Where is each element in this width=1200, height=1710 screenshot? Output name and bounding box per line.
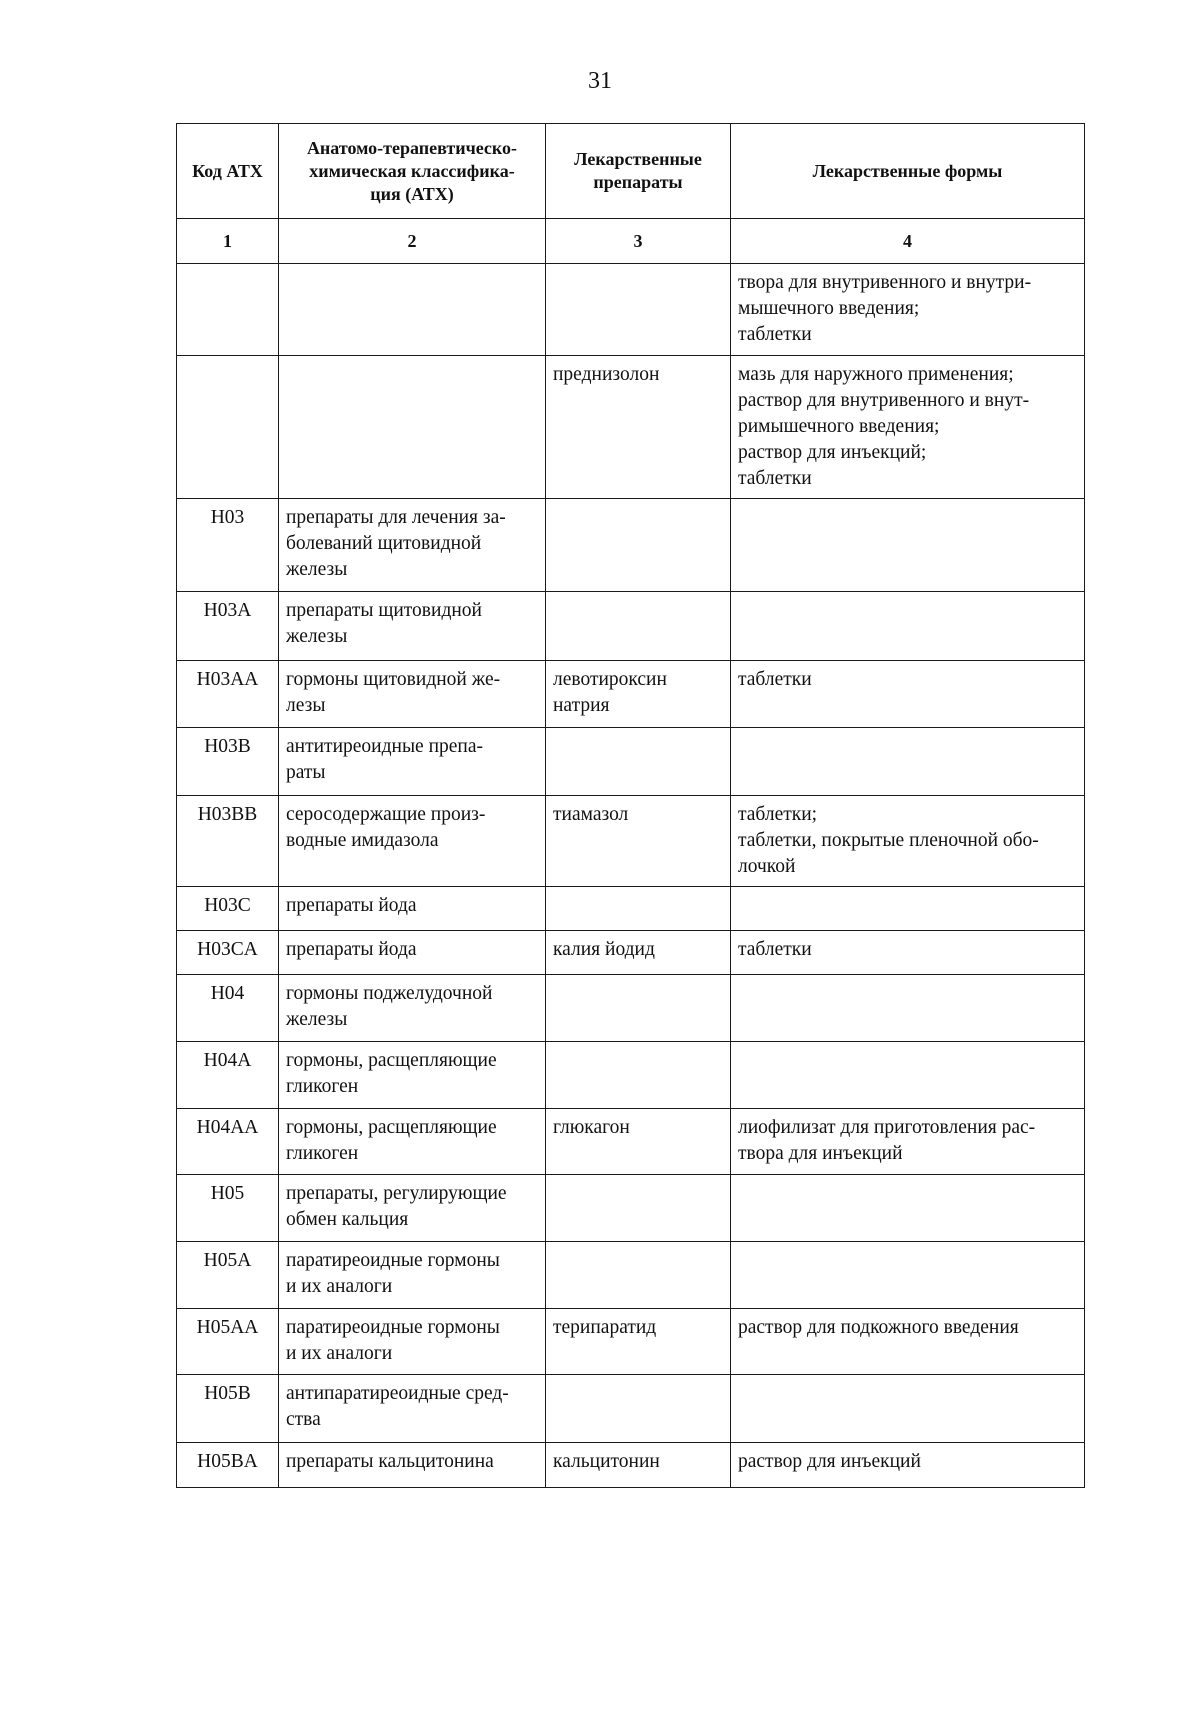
cell-text-line: железы: [286, 559, 348, 580]
cell-text-line: железы: [286, 1009, 348, 1030]
cell-text-line: серосодержащие произ-: [286, 804, 486, 825]
table-row: [177, 975, 1085, 1042]
cell-text-line: мышечного введения;: [738, 298, 920, 319]
cell-text-line: тиамазол: [553, 804, 629, 825]
drug-cell: [546, 796, 731, 887]
cell-text-line: препараты щитовидной: [286, 600, 482, 621]
cell-text-line: гормоны, расщепляющие: [286, 1117, 497, 1138]
header-atx-classification: [279, 124, 546, 219]
atx-code-cell: H05B: [177, 1375, 279, 1443]
cell-text-line: таблетки: [738, 324, 812, 345]
table-header-row: [177, 124, 1085, 219]
cell-text-line: преднизолон: [553, 364, 660, 385]
drug-cell: [546, 592, 731, 661]
header-text-line: Код АТХ: [192, 160, 263, 181]
drug-cell: [546, 975, 731, 1042]
table-row: [177, 1242, 1085, 1309]
cell-text-line: раствор для инъекций: [738, 1451, 921, 1472]
atx-code-cell: H05BA: [177, 1443, 279, 1488]
cell-text-line: и их аналоги: [286, 1276, 393, 1297]
cell-text-line: раствор для инъекций;: [738, 442, 927, 463]
classification-cell: [279, 661, 546, 728]
dosage-forms-cell: [731, 728, 1085, 796]
cell-text-line: раствор для внутривенного и внут-: [738, 390, 1030, 411]
cell-text-line: гормоны, расщепляющие: [286, 1050, 497, 1071]
atx-code-cell: H05: [177, 1175, 279, 1242]
atx-code-cell: H03B: [177, 728, 279, 796]
cell-text-line: таблетки: [738, 939, 812, 960]
classification-cell: [279, 499, 546, 592]
dosage-forms-cell: [731, 264, 1085, 356]
header-text-line: Лекарственные: [574, 149, 702, 169]
drug-cell: [546, 499, 731, 592]
cell-text-line: препараты кальцитонина: [286, 1451, 494, 1472]
cell-text-line: калия йодид: [553, 939, 655, 960]
cell-text-line: антитиреоидные препа-: [286, 736, 484, 757]
cell-text-line: паратиреоидные гормоны: [286, 1317, 500, 1338]
table-row: [177, 931, 1085, 975]
drug-cell: [546, 1175, 731, 1242]
dosage-forms-cell: [731, 1375, 1085, 1443]
cell-text-line: гормоны щитовидной же-: [286, 669, 501, 690]
cell-text-line: кальцитонин: [553, 1451, 660, 1472]
cell-text-line: таблетки: [738, 468, 812, 489]
header-text-line: препараты: [593, 172, 683, 192]
atx-code-cell: H03A: [177, 592, 279, 661]
cell-text-line: лиофилизат для приготовления рас-: [738, 1117, 1036, 1138]
drug-cell: [546, 887, 731, 931]
drug-cell: [546, 1309, 731, 1375]
header-text-line: ция (АТХ): [370, 183, 454, 204]
drug-cell: [546, 356, 731, 499]
cell-text-line: твора для внутривенного и внутри-: [738, 272, 1032, 293]
atx-code-cell: H05A: [177, 1242, 279, 1309]
atx-code-cell: H03: [177, 499, 279, 592]
column-number-row: [177, 219, 1085, 264]
classification-cell: [279, 264, 546, 356]
dosage-forms-cell: [731, 1109, 1085, 1175]
classification-cell: [279, 592, 546, 661]
page-number: 31: [588, 68, 612, 94]
table-row: [177, 499, 1085, 592]
table-row: [177, 264, 1085, 356]
drug-cell: [546, 1242, 731, 1309]
table-row: [177, 887, 1085, 931]
dosage-forms-cell: [731, 1443, 1085, 1488]
header-text-line: химическая классифика-: [309, 160, 515, 181]
atx-code-cell: H03AA: [177, 661, 279, 728]
cell-text-line: лезы: [286, 695, 326, 716]
dosage-forms-cell: [731, 1309, 1085, 1375]
table-row: [177, 1109, 1085, 1175]
cell-text-line: таблетки: [738, 669, 812, 690]
cell-text-line: железы: [286, 626, 348, 647]
table-row: [177, 1375, 1085, 1443]
cell-text-line: терипаратид: [553, 1317, 657, 1338]
table-row: [177, 728, 1085, 796]
drug-cell: [546, 1109, 731, 1175]
cell-text-line: водные имидазола: [286, 830, 439, 851]
drug-cell: [546, 1375, 731, 1443]
cell-text-line: лочкой: [738, 856, 796, 877]
atx-code-cell: H04A: [177, 1042, 279, 1109]
cell-text-line: ства: [286, 1409, 321, 1430]
cell-text-line: препараты йода: [286, 895, 417, 916]
cell-text-line: препараты для лечения за-: [286, 507, 506, 528]
header-text-line: Лекарственные формы: [812, 160, 1003, 181]
cell-text-line: глюкагон: [553, 1117, 630, 1138]
cell-text-line: мазь для наружного применения;: [738, 364, 1014, 385]
table-row: [177, 1175, 1085, 1242]
cell-text-line: препараты, регулирующие: [286, 1183, 507, 1204]
classification-cell: [279, 1375, 546, 1443]
header-dosage-forms: [731, 124, 1085, 219]
cell-text-line: антипаратиреоидные сред-: [286, 1383, 509, 1404]
table-row: [177, 1443, 1085, 1488]
classification-cell: [279, 887, 546, 931]
classification-cell: [279, 796, 546, 887]
classification-cell: [279, 728, 546, 796]
classification-cell: [279, 975, 546, 1042]
cell-text-line: болеваний щитовидной: [286, 533, 482, 554]
classification-cell: [279, 1175, 546, 1242]
header-text-line: Анатомо-терапевтическо-: [306, 137, 518, 158]
table-body: [177, 264, 1085, 1488]
dosage-forms-cell: [731, 887, 1085, 931]
dosage-forms-cell: [731, 796, 1085, 887]
column-number: 1: [177, 219, 279, 264]
dosage-forms-cell: [731, 356, 1085, 499]
drug-cell: [546, 264, 731, 356]
drug-cell: [546, 1443, 731, 1488]
drug-cell: [546, 661, 731, 728]
dosage-forms-cell: [731, 592, 1085, 661]
dosage-forms-cell: [731, 1242, 1085, 1309]
cell-text-line: римышечного введения;: [738, 416, 940, 437]
header-atx-code: [177, 124, 279, 219]
table-row: [177, 1309, 1085, 1375]
table-row: [177, 796, 1085, 887]
classification-cell: [279, 356, 546, 499]
atx-code-cell: H03CA: [177, 931, 279, 975]
atx-code-cell: H05AA: [177, 1309, 279, 1375]
atx-code-cell: [177, 264, 279, 356]
classification-cell: [279, 1042, 546, 1109]
cell-text-line: гликоген: [286, 1076, 359, 1097]
table-row: [177, 356, 1085, 499]
classification-cell: [279, 1109, 546, 1175]
atx-code-cell: H03C: [177, 887, 279, 931]
classification-cell: [279, 1309, 546, 1375]
cell-text-line: таблетки, покрытые пленочной обо-: [738, 830, 1039, 851]
cell-text-line: раствор для подкожного введения: [738, 1317, 1019, 1338]
cell-text-line: левотироксин: [553, 669, 667, 690]
atx-code-cell: H04: [177, 975, 279, 1042]
drug-cell: [546, 728, 731, 796]
table-row: [177, 592, 1085, 661]
cell-text-line: и их аналоги: [286, 1343, 393, 1364]
dosage-forms-cell: [731, 975, 1085, 1042]
cell-text-line: гормоны поджелудочной: [286, 983, 493, 1004]
cell-text-line: гликоген: [286, 1143, 359, 1164]
dosage-forms-cell: [731, 1175, 1085, 1242]
table-row: [177, 661, 1085, 728]
cell-text-line: твора для инъекций: [738, 1143, 903, 1164]
dosage-forms-cell: [731, 499, 1085, 592]
table-row: [177, 1042, 1085, 1109]
column-number: 3: [546, 219, 731, 264]
dosage-forms-cell: [731, 661, 1085, 728]
classification-cell: [279, 1443, 546, 1488]
drug-cell: [546, 931, 731, 975]
column-number: 4: [731, 219, 1085, 264]
atx-classification-table: [176, 123, 1085, 1488]
atx-code-cell: [177, 356, 279, 499]
dosage-forms-cell: [731, 1042, 1085, 1109]
column-number: 2: [279, 219, 546, 264]
cell-text-line: натрия: [553, 695, 610, 716]
dosage-forms-cell: [731, 931, 1085, 975]
atx-code-cell: H04AA: [177, 1109, 279, 1175]
cell-text-line: паратиреоидные гормоны: [286, 1250, 500, 1271]
header-drugs: [546, 124, 731, 219]
cell-text-line: препараты йода: [286, 939, 417, 960]
cell-text-line: обмен кальция: [286, 1209, 409, 1230]
cell-text-line: таблетки;: [738, 804, 818, 825]
atx-code-cell: H03BB: [177, 796, 279, 887]
drug-cell: [546, 1042, 731, 1109]
classification-cell: [279, 1242, 546, 1309]
cell-text-line: раты: [286, 762, 326, 783]
classification-cell: [279, 931, 546, 975]
